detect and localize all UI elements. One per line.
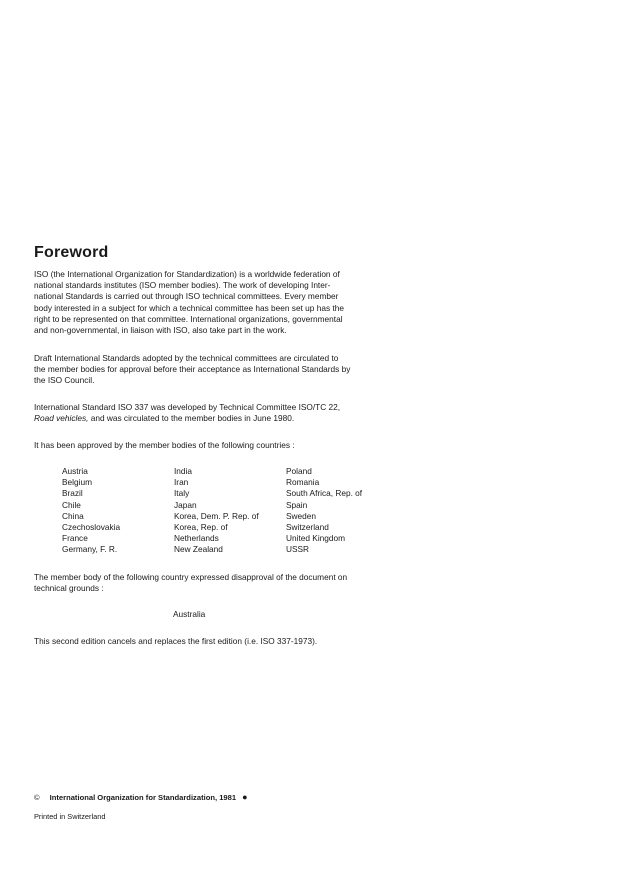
country-item: Poland [286, 466, 312, 476]
text-fragment: and was circulated to the member bodies in June 1980. [88, 413, 295, 424]
text-line: and non-governmental, in liaison with ISO, also take part in the work. [34, 325, 287, 336]
development-paragraph [34, 402, 382, 424]
printed-location: Printed in Switzerland [34, 812, 106, 821]
text-line: The member body of the following country expressed disapproval of the document on [34, 572, 348, 582]
draft-paragraph [34, 353, 382, 387]
country-item: Germany, F. R. [62, 544, 118, 555]
country-item: Italy [174, 488, 190, 499]
country-item: Austria [62, 466, 88, 476]
approval-paragraph [34, 440, 382, 451]
text-line: the member bodies for approval before their acceptance as International Standards by [34, 364, 351, 375]
country-item: Iran [174, 477, 189, 488]
country-item: Czechoslovakia [62, 522, 121, 533]
country-item: Japan [174, 499, 197, 510]
disapproving-country: Australia [173, 609, 206, 619]
committee-title: Road vehicles, [34, 413, 89, 424]
country-item: Netherlands [174, 533, 219, 544]
country-item: Korea, Rep. of [174, 522, 228, 533]
page-title: Foreword [34, 244, 109, 261]
edition-paragraph [34, 636, 382, 647]
country-item: Switzerland [286, 522, 329, 533]
country-item: China [62, 510, 84, 521]
country-item: Belgium [62, 477, 92, 488]
country-item: Sweden [286, 510, 316, 521]
country-item: Brazil [62, 488, 83, 499]
country-column-1 [62, 466, 174, 556]
copyright-notice [34, 792, 248, 802]
text-line: right to be represented on that committee. International organizations, governmental [34, 313, 343, 324]
country-item: France [62, 533, 88, 544]
country-item: Spain [286, 499, 308, 510]
text-line: national standards institutes (ISO member bodies). The work of developing Inter- [34, 280, 331, 291]
country-list [62, 466, 406, 556]
text-line: ISO (the International Organization for Standardization) is a worldwide federation of [34, 269, 340, 279]
country-column-2 [174, 466, 286, 556]
text-line: This second edition cancels and replaces the first edition (i.e. ISO 337-1973). [34, 636, 318, 646]
country-item: Korea, Dem. P. Rep. of [174, 510, 259, 521]
disapproval-paragraph [34, 572, 382, 594]
text-line: Draft International Standards adopted by the technical committees are circulated to [34, 353, 339, 363]
text-line: the ISO Council. [34, 375, 95, 386]
country-item: India [174, 466, 192, 476]
country-column-3 [286, 466, 406, 556]
country-item: Romania [286, 477, 320, 488]
copyright-symbol: © [34, 793, 40, 802]
country-item: South Africa, Rep. of [286, 488, 363, 499]
country-item: USSR [286, 544, 310, 555]
text-line: International Standard ISO 337 was developed by Technical Committee ISO/TC 22, [34, 402, 341, 412]
text-line: national Standards is carried out through ISO technical committees. Every member [34, 291, 339, 302]
copyright-text: International Organization for Standardization, 1981 [49, 793, 237, 802]
country-item: Chile [62, 499, 81, 510]
intro-paragraph [34, 269, 382, 336]
text-line: technical grounds : [34, 583, 104, 594]
country-item: New Zealand [174, 544, 223, 555]
text-line: It has been approved by the member bodies of the following countries : [34, 440, 295, 450]
text-line [34, 413, 382, 424]
country-item: United Kingdom [286, 533, 346, 544]
bullet-icon: ● [242, 792, 248, 802]
text-line: body interested in a subject for which a technical committee has been set up has the [34, 302, 344, 313]
